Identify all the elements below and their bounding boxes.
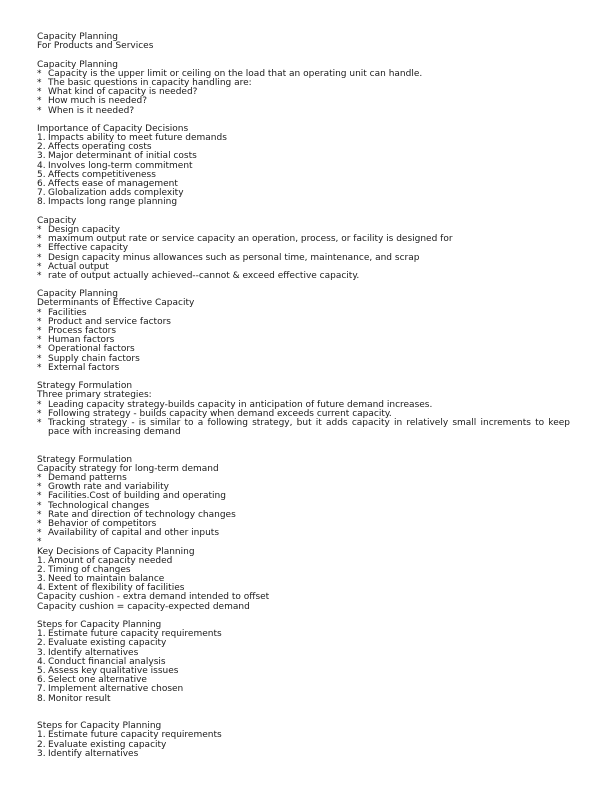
list-marker: * bbox=[37, 353, 42, 364]
list-item bbox=[37, 529, 570, 538]
list-item bbox=[37, 107, 570, 116]
section-subheading: Capacity strategy for long-term demand bbox=[37, 463, 219, 474]
section-heading: Strategy Formulation bbox=[37, 381, 133, 392]
list-item-text: Major determinant of initial costs bbox=[48, 151, 197, 162]
list-marker: 5. bbox=[37, 665, 46, 676]
list-item-text: Estimate future capacity requirements bbox=[48, 730, 222, 741]
bullet-list bbox=[37, 309, 570, 373]
list-marker: 3. bbox=[37, 647, 46, 658]
section-heading: Key Decisions of Capacity Planning bbox=[37, 546, 195, 557]
list-marker: * bbox=[37, 528, 42, 539]
list-marker: * bbox=[37, 234, 42, 245]
list-marker: * bbox=[37, 316, 42, 327]
list-item bbox=[37, 272, 570, 281]
list-item-text: Implement alternative chosen bbox=[48, 684, 184, 695]
list-item-text: Monitor result bbox=[48, 693, 111, 704]
list-item-text: Impacts long range planning bbox=[48, 197, 178, 208]
list-marker: 8. bbox=[37, 197, 46, 208]
section-heading: Capacity Planning bbox=[37, 289, 118, 300]
section-heading: Steps for Capacity Planning bbox=[37, 620, 162, 631]
list-item-text: Evaluate existing capacity bbox=[48, 739, 167, 750]
section-steps bbox=[37, 621, 570, 704]
list-item-text: Design capacity bbox=[48, 224, 120, 235]
numbered-list bbox=[37, 630, 570, 704]
list-item-text: The basic questions in capacity handling are: bbox=[48, 77, 252, 88]
list-marker: * bbox=[37, 473, 42, 484]
list-item-text: Human factors bbox=[48, 335, 115, 346]
list-marker: 4. bbox=[37, 583, 46, 594]
section-key-decisions bbox=[37, 548, 570, 612]
list-item-text: Behavior of competitors bbox=[48, 518, 157, 529]
section-capacity bbox=[37, 217, 570, 281]
list-marker: * bbox=[37, 77, 42, 88]
list-marker: 1. bbox=[37, 629, 46, 640]
list-marker: 3. bbox=[37, 574, 46, 585]
section-capacity-planning bbox=[37, 61, 570, 116]
section-determinants bbox=[37, 290, 570, 373]
list-item-text: Leading capacity strategy-builds capacity in anticipation of future demand increases. bbox=[48, 399, 433, 410]
section-subheading: Three primary strategies: bbox=[37, 390, 152, 401]
list-item bbox=[37, 254, 570, 263]
list-marker: * bbox=[37, 399, 42, 410]
bullet-list bbox=[37, 226, 570, 281]
list-marker: 1. bbox=[37, 555, 46, 566]
list-item-text: Capacity is the upper limit or ceiling on the load that an operating unit can handle. bbox=[48, 68, 423, 79]
section-importance bbox=[37, 125, 570, 208]
list-marker: * bbox=[37, 537, 42, 548]
numbered-list bbox=[37, 557, 570, 594]
list-item-text: Affects ease of management bbox=[48, 179, 178, 189]
list-item-text: Operational factors bbox=[48, 344, 135, 355]
list-marker: 7. bbox=[37, 188, 46, 199]
document-title: Capacity Planning bbox=[37, 32, 118, 42]
list-marker: 1. bbox=[37, 133, 46, 144]
list-marker: * bbox=[37, 518, 42, 529]
section-heading: Capacity bbox=[37, 215, 77, 226]
list-marker: * bbox=[37, 326, 42, 336]
list-item-text: Conduct financial analysis bbox=[48, 656, 166, 667]
bullet-list bbox=[37, 70, 570, 116]
list-item-text: Impacts ability to meet future demands bbox=[48, 133, 227, 144]
list-marker: 6. bbox=[37, 675, 46, 686]
list-marker: 4. bbox=[37, 160, 46, 171]
list-item-text: What kind of capacity is needed? bbox=[48, 87, 198, 98]
list-marker: * bbox=[37, 482, 42, 493]
list-item bbox=[37, 750, 570, 759]
list-marker: 6. bbox=[37, 179, 46, 189]
numbered-list bbox=[37, 731, 570, 759]
section-heading: Steps for Capacity Planning bbox=[37, 721, 162, 732]
list-marker: * bbox=[37, 307, 42, 318]
list-item-text: Effective capacity bbox=[48, 243, 129, 254]
list-item-text: rate of output actually achieved--cannot & exceed effective capacity. bbox=[48, 270, 360, 281]
section-heading: Strategy Formulation bbox=[37, 454, 133, 465]
list-item-text: maximum output rate or service capacity an operation, process, or facility is designed for bbox=[48, 234, 453, 245]
list-item bbox=[37, 318, 570, 327]
list-item bbox=[37, 685, 570, 694]
list-marker: * bbox=[37, 261, 42, 272]
list-marker: * bbox=[37, 491, 42, 502]
list-item-text: Need to maintain balance bbox=[48, 574, 165, 585]
list-marker: 1. bbox=[37, 730, 46, 741]
list-marker: 2. bbox=[37, 142, 46, 153]
list-marker: * bbox=[37, 509, 42, 520]
list-item-text: Facilities bbox=[48, 307, 87, 318]
list-item-text: Timing of changes bbox=[48, 564, 131, 575]
list-item-text: Identify alternatives bbox=[48, 748, 139, 759]
list-marker: * bbox=[37, 105, 42, 116]
list-item-text: Select one alternative bbox=[48, 675, 147, 686]
list-item-text: When is it needed? bbox=[48, 105, 135, 116]
section-strategy-formulation bbox=[37, 382, 570, 437]
list-item-text: Facilities.Cost of building and operating bbox=[48, 491, 226, 502]
list-marker: * bbox=[37, 252, 42, 263]
list-marker: 8. bbox=[37, 693, 46, 704]
list-marker: * bbox=[37, 344, 42, 355]
list-item-text: Tracking strategy - is similar to a following strategy, but it adds capacity in relatively small increments to keep pace with increasing demand bbox=[48, 417, 570, 438]
list-item-text: Following strategy - builds capacity when demand exceeds current capacity. bbox=[48, 408, 392, 419]
list-item-text: Availability of capital and other inputs bbox=[48, 528, 220, 539]
section-heading: Importance of Capacity Decisions bbox=[37, 123, 189, 134]
list-item-text: Involves long-term commitment bbox=[48, 160, 193, 171]
section-subheading: Determinants of Effective Capacity bbox=[37, 298, 195, 309]
section-long-term-strategy bbox=[37, 456, 570, 548]
bullet-list bbox=[37, 401, 570, 419]
list-marker: * bbox=[37, 362, 42, 373]
list-item-text: Technological changes bbox=[48, 500, 150, 511]
numbered-list bbox=[37, 134, 570, 208]
list-marker: 3. bbox=[37, 748, 46, 759]
list-marker: 3. bbox=[37, 151, 46, 162]
list-marker: * bbox=[37, 335, 42, 346]
list-item-text: Affects competitiveness bbox=[48, 169, 156, 180]
list-item bbox=[37, 695, 570, 704]
list-marker: * bbox=[37, 417, 42, 428]
list-item-text: Design capacity minus allowances such as personal time, maintenance, and scrap bbox=[48, 252, 420, 263]
list-marker: 2. bbox=[37, 638, 46, 649]
list-item-text: Process factors bbox=[48, 326, 117, 336]
list-item-text: Evaluate existing capacity bbox=[48, 638, 167, 649]
section-steps-repeat bbox=[37, 722, 570, 759]
list-marker: 2. bbox=[37, 739, 46, 750]
capacity-cushion-formula: Capacity cushion = capacity-expected demand bbox=[37, 601, 250, 612]
list-item-text: Actual output bbox=[48, 261, 109, 272]
list-marker: 2. bbox=[37, 564, 46, 575]
list-item-text: How much is needed? bbox=[48, 96, 148, 107]
list-item-text: External factors bbox=[48, 362, 120, 373]
list-marker: * bbox=[37, 87, 42, 98]
list-marker: 7. bbox=[37, 684, 46, 695]
list-marker: * bbox=[37, 500, 42, 511]
list-marker: * bbox=[37, 68, 42, 79]
list-marker: 4. bbox=[37, 656, 46, 667]
list-item bbox=[37, 327, 570, 336]
list-marker: * bbox=[37, 224, 42, 235]
list-item-text: Amount of capacity needed bbox=[48, 555, 173, 566]
list-marker: * bbox=[37, 243, 42, 254]
list-item bbox=[37, 198, 570, 207]
list-item-text: Demand patterns bbox=[48, 473, 127, 484]
list-item-text: Assess key qualitative issues bbox=[48, 665, 179, 676]
list-item bbox=[37, 364, 570, 373]
list-item-text: Product and service factors bbox=[48, 316, 171, 327]
capacity-cushion-note: Capacity cushion - extra demand intended to offset bbox=[37, 592, 270, 603]
list-item-text: Affects operating costs bbox=[48, 142, 152, 153]
list-marker: * bbox=[37, 96, 42, 107]
list-item-text: Growth rate and variability bbox=[48, 482, 169, 493]
list-item-text: Rate and direction of technology changes bbox=[48, 509, 236, 520]
list-marker: * bbox=[37, 270, 42, 281]
list-item-text: Estimate future capacity requirements bbox=[48, 629, 222, 640]
list-item-text: Globalization adds complexity bbox=[48, 188, 184, 199]
list-marker: * bbox=[37, 408, 42, 419]
document-subtitle: For Products and Services bbox=[37, 41, 154, 52]
list-marker: 5. bbox=[37, 169, 46, 180]
document-page bbox=[37, 33, 570, 759]
list-item-text: Extent of flexibility of facilities bbox=[48, 583, 185, 594]
list-item-text: Identify alternatives bbox=[48, 647, 139, 658]
bullet-list bbox=[37, 474, 570, 548]
list-item bbox=[37, 419, 570, 437]
list-item-text: Supply chain factors bbox=[48, 353, 140, 364]
section-heading: Capacity Planning bbox=[37, 59, 118, 70]
